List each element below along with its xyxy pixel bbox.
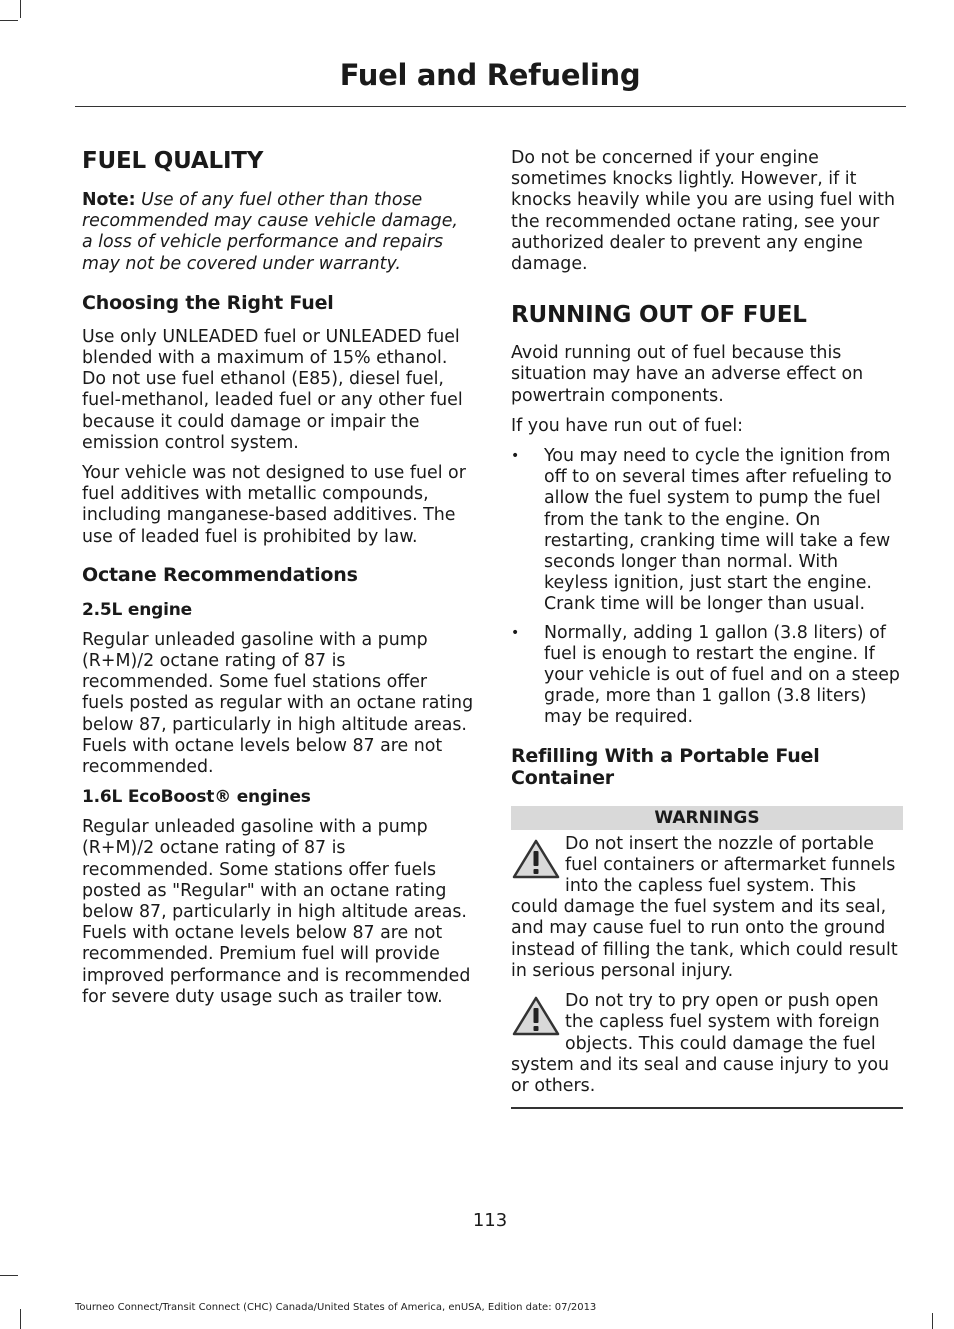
warning-text: Do not insert the nozzle of portable fuel containers or aftermarket funnels into the capless fuel system. This could damage the fuel system and its seal, and may cause fuel to run onto the ground instead of filling the tank, which could result in serious personal injury. — [511, 833, 898, 981]
list-item-text: You may need to cycle the ignition from off to on several times after refueling to allow the fuel system to pump the fuel from the tank to the engine. On restarting, cranking time will take a few seconds longer than normal. With keyless ignition, just start the engine. Crank time will be longer than usual. — [544, 446, 892, 615]
note-label: Note: — [82, 190, 136, 210]
running-out-heading: RUNNING OUT OF FUEL — [511, 302, 807, 329]
octane-heading: Octane Recommendations — [82, 563, 358, 586]
warning-item — [511, 834, 903, 982]
footer-edition-text: Tourneo Connect/Transit Connect (CHC) Canada/United States of America, enUSA, Edition date: 07/2013 — [75, 1302, 597, 1313]
crop-mark — [932, 1313, 933, 1329]
choosing-fuel-heading: Choosing the Right Fuel — [82, 291, 334, 314]
crop-mark — [20, 1309, 21, 1329]
fuel-quality-note — [82, 190, 474, 275]
crop-mark — [0, 1275, 18, 1276]
engine-1-6l-paragraph: Regular unleaded gasoline with a pump (R+M)/2 octane rating of 87 is recommended. Some stations offer fuels posted as "Regular" with an octane rating below 87, particularly in high altitude areas. Fuels with octane levels below 87 are not recommended. Premium fuel will provide improved performance and is recommended for severe duty usage such as trailer tow. — [82, 817, 471, 1007]
list-item-text: Normally, adding 1 gallon (3.8 liters) of fuel is enough to restart the engine. If your vehicle is out of fuel and on a steep grade, more than 1 gallon (3.8 liters) may be required. — [544, 622, 900, 728]
header-divider — [75, 106, 906, 107]
left-column — [82, 146, 474, 1008]
page-title: Fuel and Refueling — [339, 58, 641, 92]
refilling-heading: Refilling With a Portable Fuel Container — [511, 744, 820, 789]
warning-text: Do not try to pry open or push open the capless fuel system with foreign objects. This could damage the fuel system and its seal and cause injury to you or others. — [511, 991, 890, 1096]
list-item — [511, 446, 903, 616]
warning-triangle-icon — [511, 994, 561, 1038]
page-number: 113 — [472, 1210, 508, 1231]
running-out-list — [511, 446, 903, 729]
list-item — [511, 623, 903, 729]
engine-2-5l-heading: 2.5L engine — [82, 599, 192, 620]
warnings-banner: WARNINGS — [511, 806, 903, 830]
engine-1-6l-heading: 1.6L EcoBoost® engines — [82, 787, 311, 808]
crop-mark — [0, 20, 18, 21]
warnings-end-divider — [511, 1107, 903, 1109]
engine-2-5l-paragraph: Regular unleaded gasoline with a pump (R+M)/2 octane rating of 87 is recommended. Some fuel stations offer fuels posted as regular with an octane rating below 87, particularly in high altitude areas. Fuels with octane levels below 87 are not recommended. — [82, 629, 474, 778]
running-out-intro: If you have run out of fuel: — [511, 415, 744, 436]
choosing-fuel-paragraph: Your vehicle was not designed to use fuel or fuel additives with metallic compounds, including manganese-based additives. The use of leaded fuel is prohibited by law. — [82, 463, 466, 547]
bullet-glyph: • — [511, 448, 520, 465]
note-text: Use of any fuel other than those recommended may cause vehicle damage, a loss of vehicle performance and repairs may not be covered under warranty. — [82, 190, 458, 274]
warning-triangle-icon — [511, 837, 561, 881]
knock-paragraph: Do not be concerned if your engine sometimes knocks lightly. However, if it knocks heavily while you are using fuel with the recommended octane rating, see your authorized dealer to prevent any engine damage. — [511, 148, 895, 275]
fuel-quality-heading: FUEL QUALITY — [82, 148, 264, 174]
choosing-fuel-paragraph: Use only UNLEADED fuel or UNLEADED fuel blended with a maximum of 15% ethanol. Do not use fuel ethanol (E85), diesel fuel, fuel-methanol, leaded fuel or any other fuel because it could damage or impair the emission control system. — [82, 326, 463, 453]
bullet-glyph: • — [511, 624, 520, 641]
right-column — [511, 148, 903, 1109]
running-out-paragraph: Avoid running out of fuel because this situation may have an adverse effect on powertrain components. — [511, 343, 864, 406]
warning-item — [511, 991, 903, 1097]
crop-mark — [20, 0, 21, 18]
